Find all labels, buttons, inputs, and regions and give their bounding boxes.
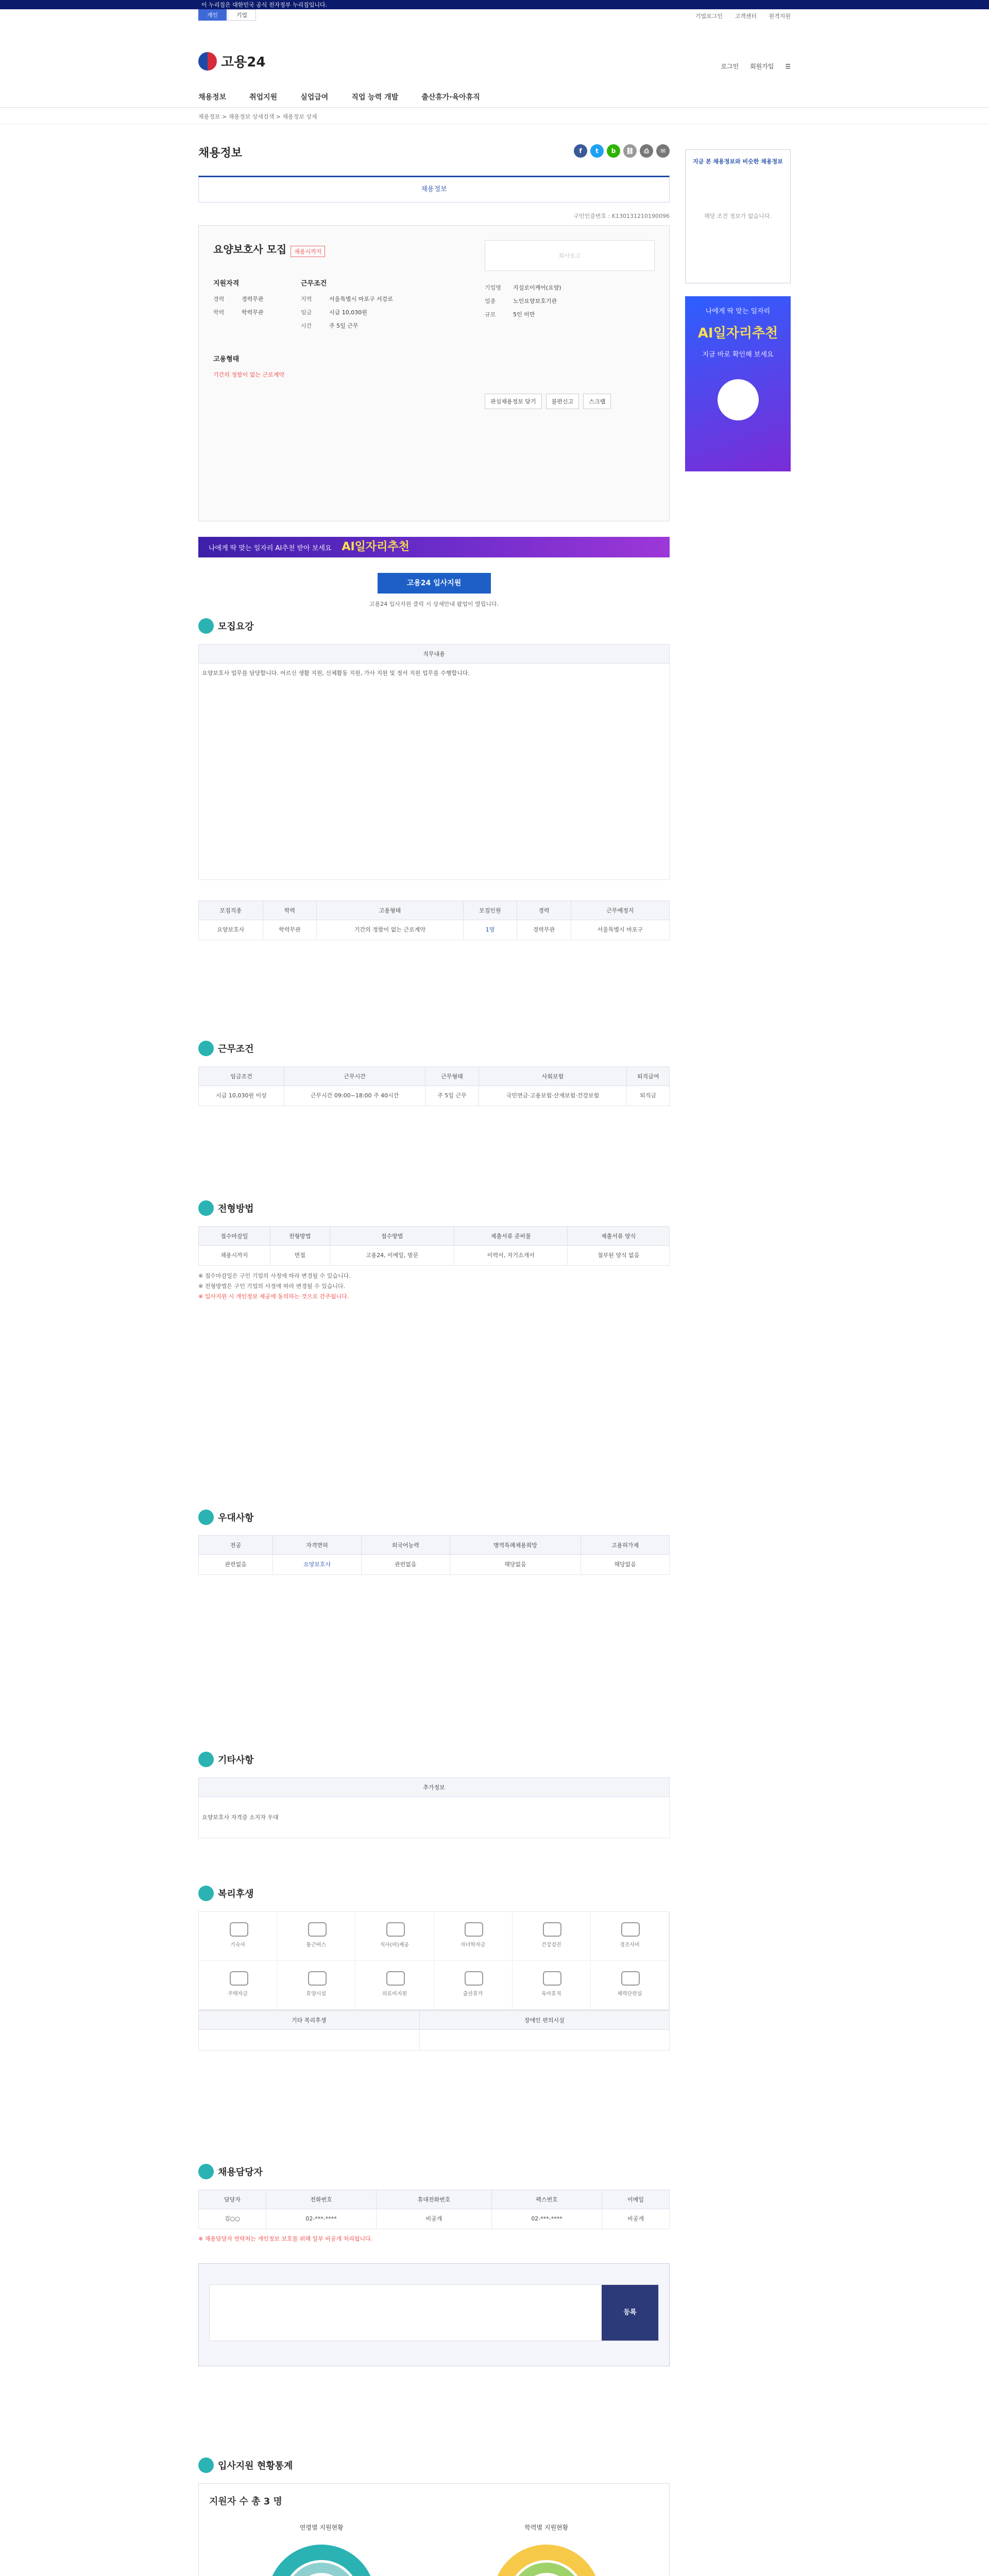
benefit-item: 체력단련실 — [591, 1961, 669, 2010]
section-title: 우대사항 — [218, 1513, 254, 1523]
duty-header: 직무내용 — [199, 645, 670, 664]
section-title: 채용담당자 — [218, 2167, 263, 2178]
inquiry-input[interactable] — [209, 2284, 659, 2341]
divider — [0, 107, 989, 108]
benefit-item: 출산휴가 — [434, 1961, 513, 2010]
inquiry-box — [198, 2263, 670, 2366]
logo-icon — [198, 52, 217, 71]
interest-button[interactable]: 관심채용정보 담기 — [485, 394, 542, 409]
process-note: ※ 전형방법은 구인 기업의 사정에 따라 변경될 수 있습니다. — [198, 1283, 346, 1290]
twitter-icon[interactable]: t — [590, 144, 604, 158]
ai-recommend-card[interactable] — [685, 296, 791, 471]
edu-value: 학력 학력무관 — [213, 309, 264, 316]
sidebar — [685, 149, 791, 471]
etc-section — [198, 1752, 670, 1838]
benefit-grid — [198, 1911, 670, 2010]
nav-training[interactable]: 직업 능력 개발 — [351, 93, 399, 101]
type-heading: 고용형태 — [213, 355, 240, 363]
duty-text: 요양보호사 업무를 담당합니다. 어르신 생활 지원, 신체활동 지원, 가사 지원 및 정서 지원 업무를 수행합니다. — [199, 664, 670, 880]
login-link[interactable]: 로그인 — [721, 63, 739, 70]
list-icon — [198, 618, 214, 634]
mail-icon[interactable]: ✉ — [656, 144, 670, 158]
stats-section — [198, 2458, 670, 2576]
company-logo: 회사로고 — [485, 240, 655, 271]
job-title: 요양보호사 모집 — [213, 243, 287, 256]
duty-table — [198, 644, 670, 880]
benefit-item: 건강검진 — [513, 1912, 591, 1961]
share-bar — [571, 144, 670, 158]
process-section — [198, 1200, 670, 1302]
recruit-table: 모집직종 학력 고용형태 모집인원 경력 근무예정지 요양보호사 학력무관 기간의 정함이 없는 근로계약 1명 경력무관 서울특별시 마포구 — [198, 901, 670, 940]
header-actions — [711, 62, 791, 71]
section-title: 근무조건 — [218, 1044, 254, 1055]
link-icon[interactable]: ⛓ — [623, 144, 637, 158]
company-industry: 업종 노인요양보호기관 — [485, 298, 557, 304]
header — [198, 41, 791, 88]
benefit-item: 경조사비 — [591, 1912, 669, 1961]
nav-support[interactable]: 취업지원 — [249, 93, 278, 101]
manager-section — [198, 2164, 670, 2366]
benefit-item: 육아휴직 — [513, 1961, 591, 2010]
age-donut-ring-inner — [291, 2568, 352, 2576]
benefit-section — [198, 1886, 670, 2050]
clock-icon — [198, 1041, 214, 1056]
utility-links — [685, 12, 791, 20]
scrap-button[interactable]: 스크랩 — [583, 394, 611, 409]
similar-jobs-card — [685, 149, 791, 283]
gov-notice-bar — [0, 0, 989, 9]
edu-donut-ring-inner — [516, 2568, 577, 2576]
tab-job-info[interactable]: 채용정보 — [198, 176, 670, 202]
benefit-item: 통근버스 — [277, 1912, 355, 1961]
welfare-section — [198, 1510, 670, 1575]
side-empty: 해당 조건 정보가 없습니다. — [704, 213, 772, 219]
section-title: 전형방법 — [218, 1204, 254, 1214]
nav-unemployment[interactable]: 실업급여 — [300, 93, 329, 101]
benefit-item: 자녀학자금 — [434, 1912, 513, 1961]
cond-table: 임금조건 근무시간 근무형태 사회보험 퇴직급여 시급 10,030원 이상 근무시간 09:00~18:00 주 40시간 주 5일 근무 국민연금·고용보험·산재보험·건강보험 퇴직금 — [198, 1066, 670, 1106]
tab-company[interactable]: 기업 — [228, 9, 256, 21]
report-button[interactable]: 불편신고 — [546, 394, 579, 409]
util-remote[interactable]: 원격지원 — [769, 13, 791, 20]
career-value: 경력 경력무관 — [213, 295, 264, 302]
benefit-item: 기숙사 — [199, 1912, 277, 1961]
worktime-value: 시간 주 5일 근무 — [301, 322, 359, 329]
nav-parental[interactable]: 출산휴가·육아휴직 — [421, 93, 480, 101]
process-note: ※ 접수마감일은 구인 기업의 사정에 따라 변경될 수 있습니다. — [198, 1273, 351, 1279]
welfare-table: 전공 자격면허 외국어능력 병역특례채용희망 고용허가제 관련없음 요양보호사 관련없음 해당없음 해당없음 — [198, 1535, 670, 1575]
deadline-badge: 채용시까지 — [291, 246, 325, 257]
chart-title-age: 연령별 지원현황 — [299, 2524, 344, 2531]
tab-personal[interactable]: 개인 — [198, 9, 227, 21]
side-title: 지금 본 채용정보와 비슷한 채용정보 — [693, 158, 783, 165]
submit-button[interactable]: 등록 — [602, 2285, 658, 2341]
site-switch — [198, 9, 791, 22]
section-title: 복리후생 — [218, 1889, 254, 1900]
benefit-item: 식사(비)제공 — [355, 1912, 434, 1961]
process-table: 접수마감일 전형방법 접수방법 제출서류 준비물 제출서류 양식 채용시까지 면접 고용24, 이메일, 방문 이력서, 자기소개서 첨부된 양식 없음 — [198, 1226, 670, 1266]
apply-note: 고용24 입사지원 클릭 시 상세안내 팝업이 열립니다. — [369, 601, 499, 607]
blog-icon[interactable]: b — [607, 144, 620, 158]
cond-heading: 근무조건 — [301, 279, 327, 287]
section-title: 모집요강 — [218, 621, 254, 632]
util-support[interactable]: 고객센터 — [735, 13, 757, 20]
util-company-login[interactable]: 기업로그인 — [695, 13, 723, 20]
user-icon — [198, 2164, 214, 2179]
etc-table: 추가정보 요양보호사 자격증 소지자 우대 — [198, 1777, 670, 1838]
check-icon — [198, 1200, 214, 1216]
edu-donut — [490, 2542, 603, 2576]
info-icon — [198, 1752, 214, 1767]
facebook-icon[interactable]: f — [574, 144, 587, 158]
signup-link[interactable]: 회원가입 — [750, 63, 774, 70]
ref-number: 구인인증번호 : K130131210190096 — [573, 213, 670, 219]
type-value: 기간의 정함이 없는 근로계약 — [213, 371, 285, 378]
company-card — [485, 240, 655, 409]
job-summary — [198, 225, 670, 521]
company-size: 규모 5인 미만 — [485, 311, 535, 318]
benefit-item: 주택자금 — [199, 1961, 277, 2010]
benefit-extra: 기타 복리후생 장애인 편의시설 — [198, 2010, 670, 2050]
manager-table: 담당자 전화번호 휴대전화번호 팩스번호 이메일 김○○ 02-***-**** 비공개 02-***-**** 비공개 — [198, 2190, 670, 2229]
logo-text: 고용24 — [221, 55, 266, 70]
section-title: 기타사항 — [218, 1755, 254, 1766]
recruit-section — [198, 618, 670, 940]
menu-icon[interactable]: ☰ — [785, 63, 791, 70]
nav-jobs[interactable]: 채용정보 — [198, 93, 227, 101]
gift-icon — [198, 1886, 214, 1901]
chart-icon — [198, 2458, 214, 2473]
star-icon — [198, 1510, 214, 1525]
manager-note: ※ 채용담당자 연락처는 개인정보 보호를 위해 일부 비공개 처리됩니다. — [198, 2235, 373, 2242]
banner-text: 나에게 딱 맞는 일자리 AI추천 받아 보세요 — [209, 545, 332, 552]
age-donut — [265, 2542, 378, 2576]
banner-ai: AI일자리추천 — [342, 540, 410, 553]
company-name: 기업명 지설로이케어(요양) — [485, 284, 561, 291]
robot-icon — [718, 379, 759, 420]
chart-title-edu: 학력별 지원현황 — [524, 2524, 569, 2531]
benefit-item: 휴양시설 — [277, 1961, 355, 2010]
page-title: 채용정보 — [198, 147, 243, 160]
process-note: ※ 입사지원 시 개인정보 제공에 동의하는 것으로 간주됩니다. — [198, 1293, 349, 1300]
job-detail — [198, 144, 670, 608]
side-ai-sub: 지금 바로 확인해 보세요 — [702, 351, 774, 359]
section-title: 입사지원 현황통계 — [218, 2461, 293, 2471]
apply-button[interactable]: 고용24 입사지원 — [378, 573, 491, 594]
breadcrumb: 채용정보 > 채용정보 상세검색 > 채용정보 상세 — [198, 113, 317, 120]
stats-total: 지원자 수 총 3 명 — [209, 2496, 282, 2507]
side-ai-top: 나에게 딱 맞는 일자리 — [705, 308, 771, 315]
logo[interactable] — [198, 52, 265, 71]
main-nav — [198, 87, 791, 107]
ai-banner[interactable] — [198, 537, 670, 557]
gov-notice-text: 이 누리집은 대한민국 공식 전자정부 누리집입니다. — [201, 2, 328, 8]
wage-value: 임금 시급 10,030원 — [301, 309, 367, 316]
cond-section — [198, 1041, 670, 1106]
benefit-item: 의료비지원 — [355, 1961, 434, 2010]
side-ai-big: AI일자리추천 — [697, 326, 778, 341]
region-value: 지역 서울특별시 마포구 서강로 — [301, 295, 393, 302]
print-icon[interactable]: ⎙ — [640, 144, 653, 158]
qual-heading: 지원자격 — [213, 279, 240, 287]
